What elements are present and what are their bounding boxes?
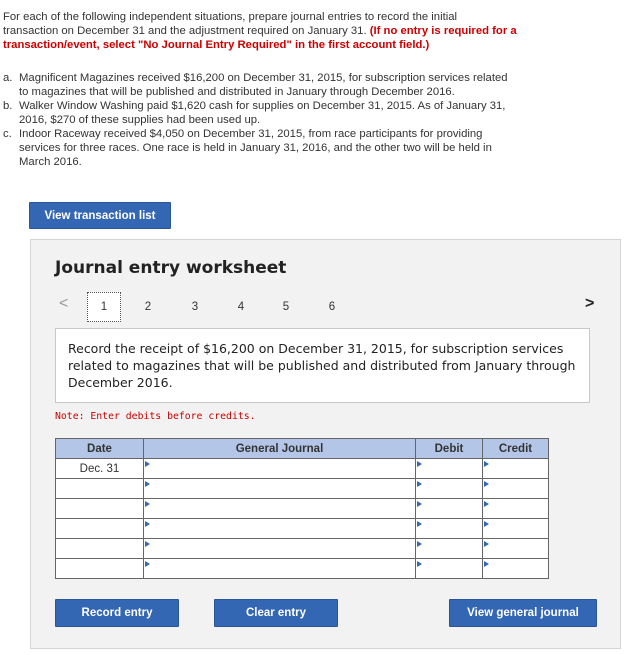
situation-list (3, 71, 603, 169)
credit-field[interactable] (483, 499, 549, 519)
account-field[interactable] (144, 519, 416, 539)
transaction-description: Record the receipt of $16,200 on December 31, 2015, for subscription services related to magazines that will be published and distributed from January through December 2016. (55, 328, 590, 403)
account-field[interactable] (144, 499, 416, 519)
page-1[interactable]: 1 (87, 292, 121, 322)
date-cell (56, 499, 144, 519)
account-field[interactable] (144, 479, 416, 499)
debit-field[interactable] (416, 499, 483, 519)
debit-field[interactable] (416, 479, 483, 499)
debit-credit-note: Note: Enter debits before credits. (55, 411, 256, 422)
instructions-red-line2: (If no entry is required for a (369, 25, 517, 37)
date-cell (56, 559, 144, 579)
prev-arrow-icon[interactable]: < (59, 295, 69, 312)
journal-entry-worksheet-panel (30, 239, 621, 649)
table-row (56, 539, 549, 559)
instructions-line2: transaction on December 31 and the adjustment required on January 31. (3, 25, 367, 37)
clear-entry-button[interactable]: Clear entry (214, 599, 338, 627)
credit-header: Credit (483, 439, 549, 459)
credit-field[interactable] (483, 519, 549, 539)
debit-field[interactable] (416, 459, 483, 479)
situation-c: c. Indoor Raceway received $4,050 on December 31, 2015, from race participants for providing services for three races. One race is held in January 31, 2016, and the other two will be held in March 2016. (3, 128, 492, 168)
situation-b: b. Walker Window Washing paid $1,620 cash for supplies on December 31, 2015. As of January 31, 2016, $270 of these supplies had been used up. (3, 100, 506, 126)
table-row (56, 559, 549, 579)
date-cell (56, 539, 144, 559)
table-row (56, 479, 549, 499)
page-6[interactable]: 6 (328, 301, 336, 313)
general-journal-header: General Journal (144, 439, 416, 459)
instructions (3, 10, 603, 52)
account-field[interactable] (144, 539, 416, 559)
worksheet-title: Journal entry worksheet (55, 258, 287, 278)
date-cell (56, 519, 144, 539)
debit-field[interactable] (416, 519, 483, 539)
page-3[interactable]: 3 (191, 301, 199, 313)
date-header: Date (56, 439, 144, 459)
instructions-red-line3: transaction/event, select "No Journal Entry Required" in the first account field.) (3, 39, 430, 51)
page-5[interactable]: 5 (282, 301, 290, 313)
page-4[interactable]: 4 (237, 301, 245, 313)
situation-a: a. Magnificent Magazines received $16,200 on December 31, 2015, for subscription services related to magazines that will be published and distributed in January through December 2016. (3, 72, 508, 98)
worksheet-pagination (55, 292, 615, 322)
record-entry-button[interactable]: Record entry (55, 599, 179, 627)
credit-field[interactable] (483, 559, 549, 579)
table-row (56, 459, 549, 479)
account-field[interactable] (144, 459, 416, 479)
view-general-journal-button[interactable]: View general journal (449, 599, 597, 627)
debit-field[interactable] (416, 559, 483, 579)
view-transaction-list-button[interactable]: View transaction list (29, 202, 171, 229)
account-field[interactable] (144, 559, 416, 579)
credit-field[interactable] (483, 459, 549, 479)
table-row (56, 499, 549, 519)
date-cell (56, 479, 144, 499)
credit-field[interactable] (483, 479, 549, 499)
next-arrow-icon[interactable]: > (585, 295, 595, 312)
date-cell: Dec. 31 (56, 459, 144, 479)
journal-table (55, 438, 549, 579)
debit-field[interactable] (416, 539, 483, 559)
table-row (56, 519, 549, 539)
instructions-line1: For each of the following independent situations, prepare journal entries to record the initial (3, 11, 458, 23)
page-2[interactable]: 2 (144, 301, 152, 313)
debit-header: Debit (416, 439, 483, 459)
credit-field[interactable] (483, 539, 549, 559)
